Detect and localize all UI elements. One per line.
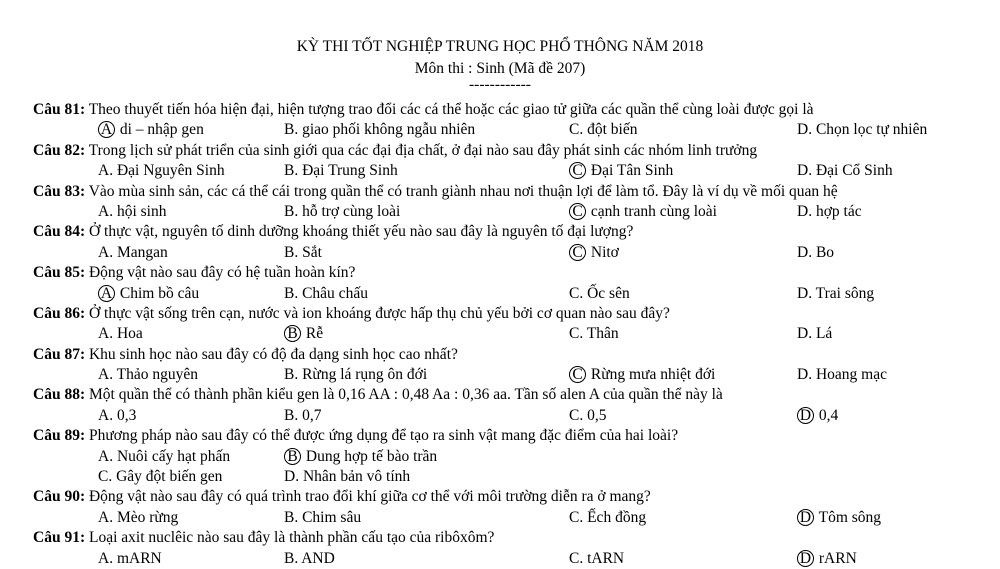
- answer-option: [569, 549, 624, 569]
- question-stem: [33, 263, 993, 283]
- circled-answer-letter: A: [98, 121, 115, 138]
- question-text: Trong lịch sử phát triển của sinh giới qua các đại địa chất, ở đại nào sau đây phát sinh các nhóm linh trưởng: [85, 141, 758, 159]
- answer-letter: C.: [98, 468, 113, 486]
- question-text: Ở thực vật, nguyên tố dinh dưỡng khoáng thiết yếu nào sau đây là nguyên tố đại lượng?: [85, 223, 634, 241]
- answer-text: Nhân bản vô tính: [299, 468, 411, 486]
- answer-option: [98, 365, 198, 385]
- answer-option: [98, 324, 143, 344]
- answer-row: [33, 324, 993, 344]
- answer-text: 0,4: [815, 406, 839, 424]
- answer-option: [284, 284, 368, 304]
- answer-text: Rừng lá rụng ôn đới: [298, 366, 428, 384]
- answer-text: tARN: [583, 549, 625, 567]
- answer-text: Bo: [812, 243, 835, 261]
- answer-option: [797, 365, 887, 385]
- answer-letter: A.: [98, 549, 114, 567]
- answer-letter: B.: [284, 406, 299, 424]
- answer-letter: A.: [98, 406, 114, 424]
- answer-letter: D.: [797, 325, 813, 343]
- answer-option: [569, 120, 637, 140]
- answer-letter: A.: [98, 162, 114, 180]
- answer-option: [98, 202, 166, 222]
- question-item: [33, 263, 993, 304]
- answer-letter: C.: [569, 549, 584, 567]
- answer-text: đột biến: [583, 121, 638, 139]
- answer-option: [797, 508, 881, 528]
- circled-answer-letter: B: [284, 325, 301, 342]
- answer-letter: A.: [98, 325, 114, 343]
- answer-text: Thân: [583, 325, 619, 343]
- answer-text: Hoang mạc: [812, 366, 887, 384]
- question-item: [33, 385, 993, 426]
- header-divider: ------------: [469, 76, 531, 93]
- answer-option: [797, 243, 834, 263]
- answer-text: Mangan: [113, 243, 168, 261]
- answer-option: [797, 202, 862, 222]
- question-number: Câu 81:: [33, 101, 86, 118]
- question-text: Động vật nào sau đây có quá trình trao đổi khí giữa cơ thể với môi trường diễn ra ở mang?: [85, 488, 651, 506]
- question-number: Câu 83:: [33, 182, 86, 200]
- answer-letter: A.: [98, 366, 114, 384]
- question-item: [33, 304, 993, 345]
- question-number: Câu 85:: [33, 264, 86, 282]
- answer-text: Châu chấu: [298, 284, 368, 302]
- question-stem: [33, 426, 993, 446]
- answer-letter: D.: [797, 121, 813, 139]
- answer-text: Đại Tân Sinh: [587, 162, 674, 180]
- answer-row: [33, 365, 993, 385]
- answer-text: hỗ trợ cùng loài: [298, 202, 401, 220]
- answer-option: [98, 467, 222, 487]
- answer-row: [33, 447, 993, 467]
- answer-letter: C.: [569, 284, 584, 302]
- answer-text: 0,7: [298, 406, 322, 424]
- answer-option: [284, 447, 437, 467]
- question-stem: [33, 528, 993, 548]
- answer-option: [569, 161, 673, 181]
- answer-option: [797, 161, 893, 181]
- answer-row: [33, 161, 993, 181]
- question-item: [33, 222, 993, 263]
- answer-letter: B.: [284, 243, 299, 261]
- answer-option: [284, 406, 321, 426]
- answer-text: Hoa: [113, 325, 143, 343]
- answer-option: [797, 406, 838, 426]
- question-item: [33, 487, 993, 528]
- answer-letter: B.: [284, 549, 299, 567]
- answer-row: [33, 202, 993, 222]
- question-number: Câu 84:: [33, 223, 86, 241]
- question-text: Loại axit nuclêic nào sau đây là thành phần cấu tạo của ribôxôm?: [85, 529, 495, 547]
- question-stem: [33, 304, 993, 324]
- answer-option: [284, 324, 323, 344]
- answer-text: di – nhập gen: [116, 121, 204, 139]
- circled-answer-letter: D: [797, 550, 814, 567]
- question-item: [33, 528, 993, 569]
- answer-option: [284, 161, 398, 181]
- answer-row: [33, 508, 993, 528]
- question-stem: [33, 487, 993, 507]
- answer-option: [98, 161, 225, 181]
- answer-letter: C.: [569, 325, 584, 343]
- answer-letter: B.: [284, 508, 299, 526]
- answer-option: [284, 120, 475, 140]
- answer-text: Lá: [812, 325, 833, 343]
- answer-option: [284, 467, 410, 487]
- answer-letter: D.: [797, 366, 813, 384]
- answer-text: mARN: [113, 549, 162, 567]
- answer-text: AND: [298, 549, 335, 567]
- answer-letter: A.: [98, 508, 114, 526]
- answer-option: [284, 508, 361, 528]
- answer-row: [33, 120, 993, 140]
- exam-title: KỲ THI TỐT NGHIỆP TRUNG HỌC PHỔ THÔNG NĂM 2018: [296, 38, 704, 55]
- answer-option: [569, 324, 619, 344]
- question-stem: [33, 345, 993, 365]
- question-stem: [33, 100, 993, 120]
- question-number: Câu 88:: [33, 386, 86, 404]
- question-number: Câu 87:: [33, 345, 86, 363]
- answer-text: Ếch đồng: [583, 508, 647, 526]
- question-number: Câu 82:: [33, 141, 86, 159]
- answer-option: [98, 406, 136, 426]
- answer-letter: C.: [569, 121, 584, 139]
- answer-option: [98, 549, 162, 569]
- answer-option: [569, 243, 619, 263]
- circled-answer-letter: D: [797, 407, 814, 424]
- question-list: [33, 100, 993, 569]
- answer-option: [797, 324, 832, 344]
- answer-letter: C.: [569, 406, 584, 424]
- circled-answer-letter: A: [98, 285, 115, 302]
- question-item: [33, 141, 993, 182]
- question-number: Câu 90:: [33, 488, 86, 506]
- answer-letter: B.: [284, 121, 299, 139]
- answer-text: Tôm sông: [815, 508, 882, 526]
- answer-letter: B.: [284, 284, 299, 302]
- answer-text: Dung hợp tế bào trần: [302, 447, 438, 465]
- circled-answer-letter: C: [569, 203, 586, 220]
- answer-option: [797, 120, 927, 140]
- answer-text: Rễ: [302, 325, 324, 343]
- answer-letter: A.: [98, 447, 114, 465]
- question-stem: [33, 182, 993, 202]
- answer-letter: D.: [797, 243, 813, 261]
- answer-text: Sắt: [298, 243, 322, 261]
- answer-letter: A.: [98, 202, 114, 220]
- exam-subtitle: Môn thi : Sinh (Mã đề 207): [414, 60, 586, 77]
- question-number: Câu 86:: [33, 304, 86, 322]
- answer-letter: A.: [98, 243, 114, 261]
- answer-option: [569, 284, 630, 304]
- answer-option: [284, 243, 322, 263]
- question-text: Một quần thể có thành phần kiểu gen là 0,16 AA : 0,48 Aa : 0,36 aa. Tần số alen A của quần thể này là: [85, 386, 723, 404]
- circled-answer-letter: C: [569, 366, 586, 383]
- answer-text: Đại Cổ Sinh: [812, 162, 893, 180]
- answer-row: [33, 467, 993, 487]
- answer-option: [98, 508, 178, 528]
- answer-option: [284, 549, 335, 569]
- answer-text: giao phối không ngẫu nhiên: [298, 121, 476, 139]
- circled-answer-letter: B: [284, 448, 301, 465]
- question-text: Phương pháp nào sau đây có thể được ứng dụng để tạo ra sinh vật mang đặc điểm của hai loài?: [85, 427, 679, 445]
- answer-letter: D.: [797, 284, 813, 302]
- answer-option: [98, 243, 168, 263]
- answer-row: [33, 406, 993, 426]
- answer-text: Trai sông: [812, 284, 875, 302]
- answer-option: [797, 549, 857, 569]
- question-stem: [33, 141, 993, 161]
- answer-row: [33, 549, 993, 569]
- answer-text: Nuôi cấy hạt phấn: [113, 447, 231, 465]
- answer-letter: B.: [284, 202, 299, 220]
- answer-row: [33, 243, 993, 263]
- question-item: [33, 100, 993, 141]
- question-text: Vào mùa sinh sản, các cá thể cái trong quần thể có tranh giành nhau nơi thuận lợi để làm tổ. Đây là ví dụ về mối quan hệ: [85, 182, 838, 200]
- circled-answer-letter: C: [569, 162, 586, 179]
- answer-text: Chim bồ câu: [116, 284, 200, 302]
- answer-row: [33, 284, 993, 304]
- question-item: [33, 182, 993, 223]
- answer-letter: D.: [284, 468, 300, 486]
- question-number: Câu 91:: [33, 529, 86, 547]
- answer-option: [569, 508, 646, 528]
- answer-option: [98, 120, 204, 140]
- question-stem: [33, 222, 993, 242]
- answer-option: [284, 202, 400, 222]
- answer-letter: C.: [569, 508, 584, 526]
- answer-letter: D.: [797, 162, 813, 180]
- answer-text: hợp tác: [812, 202, 862, 220]
- answer-text: Chim sâu: [298, 508, 362, 526]
- answer-letter: D.: [797, 202, 813, 220]
- answer-text: 0,5: [583, 406, 607, 424]
- question-number: Câu 89:: [33, 427, 86, 445]
- answer-text: Rừng mưa nhiệt đới: [587, 366, 716, 384]
- answer-option: [569, 202, 717, 222]
- answer-option: [98, 284, 199, 304]
- answer-option: [569, 406, 606, 426]
- question-stem: [33, 385, 993, 405]
- answer-text: Gây đột biến gen: [112, 468, 223, 486]
- answer-text: hội sinh: [113, 202, 167, 220]
- answer-text: Nitơ: [587, 243, 619, 261]
- question-text: Khu sinh học nào sau đây có độ đa dạng sinh học cao nhất?: [85, 345, 458, 363]
- answer-letter: B.: [284, 162, 299, 180]
- question-item: [33, 426, 993, 487]
- question-item: [33, 345, 993, 386]
- circled-answer-letter: D: [797, 509, 814, 526]
- answer-text: rARN: [815, 549, 857, 567]
- answer-option: [797, 284, 874, 304]
- answer-option: [284, 365, 427, 385]
- answer-text: Đại Nguyên Sinh: [113, 162, 225, 180]
- answer-text: 0,3: [113, 406, 137, 424]
- answer-option: [98, 447, 230, 467]
- answer-text: Mèo rừng: [113, 508, 179, 526]
- answer-letter: B.: [284, 366, 299, 384]
- answer-text: Ốc sên: [583, 284, 630, 302]
- question-text: Ở thực vật sống trên cạn, nước và ion khoáng được hấp thụ chủ yếu bởi cơ quan nào sau đây?: [85, 304, 670, 322]
- answer-option: [569, 365, 715, 385]
- answer-text: Thảo nguyên: [113, 366, 199, 384]
- answer-text: cạnh tranh cùng loài: [587, 202, 717, 220]
- answer-text: Chọn lọc tự nhiên: [812, 121, 928, 139]
- question-text: Theo thuyết tiến hóa hiện đại, hiện tượng trao đổi các cá thể hoặc các giao tử giữa các quần thể cùng loài được gọi là: [85, 101, 814, 118]
- circled-answer-letter: C: [569, 244, 586, 261]
- answer-text: Đại Trung Sinh: [298, 162, 398, 180]
- question-text: Động vật nào sau đây có hệ tuần hoàn kín?: [85, 264, 356, 282]
